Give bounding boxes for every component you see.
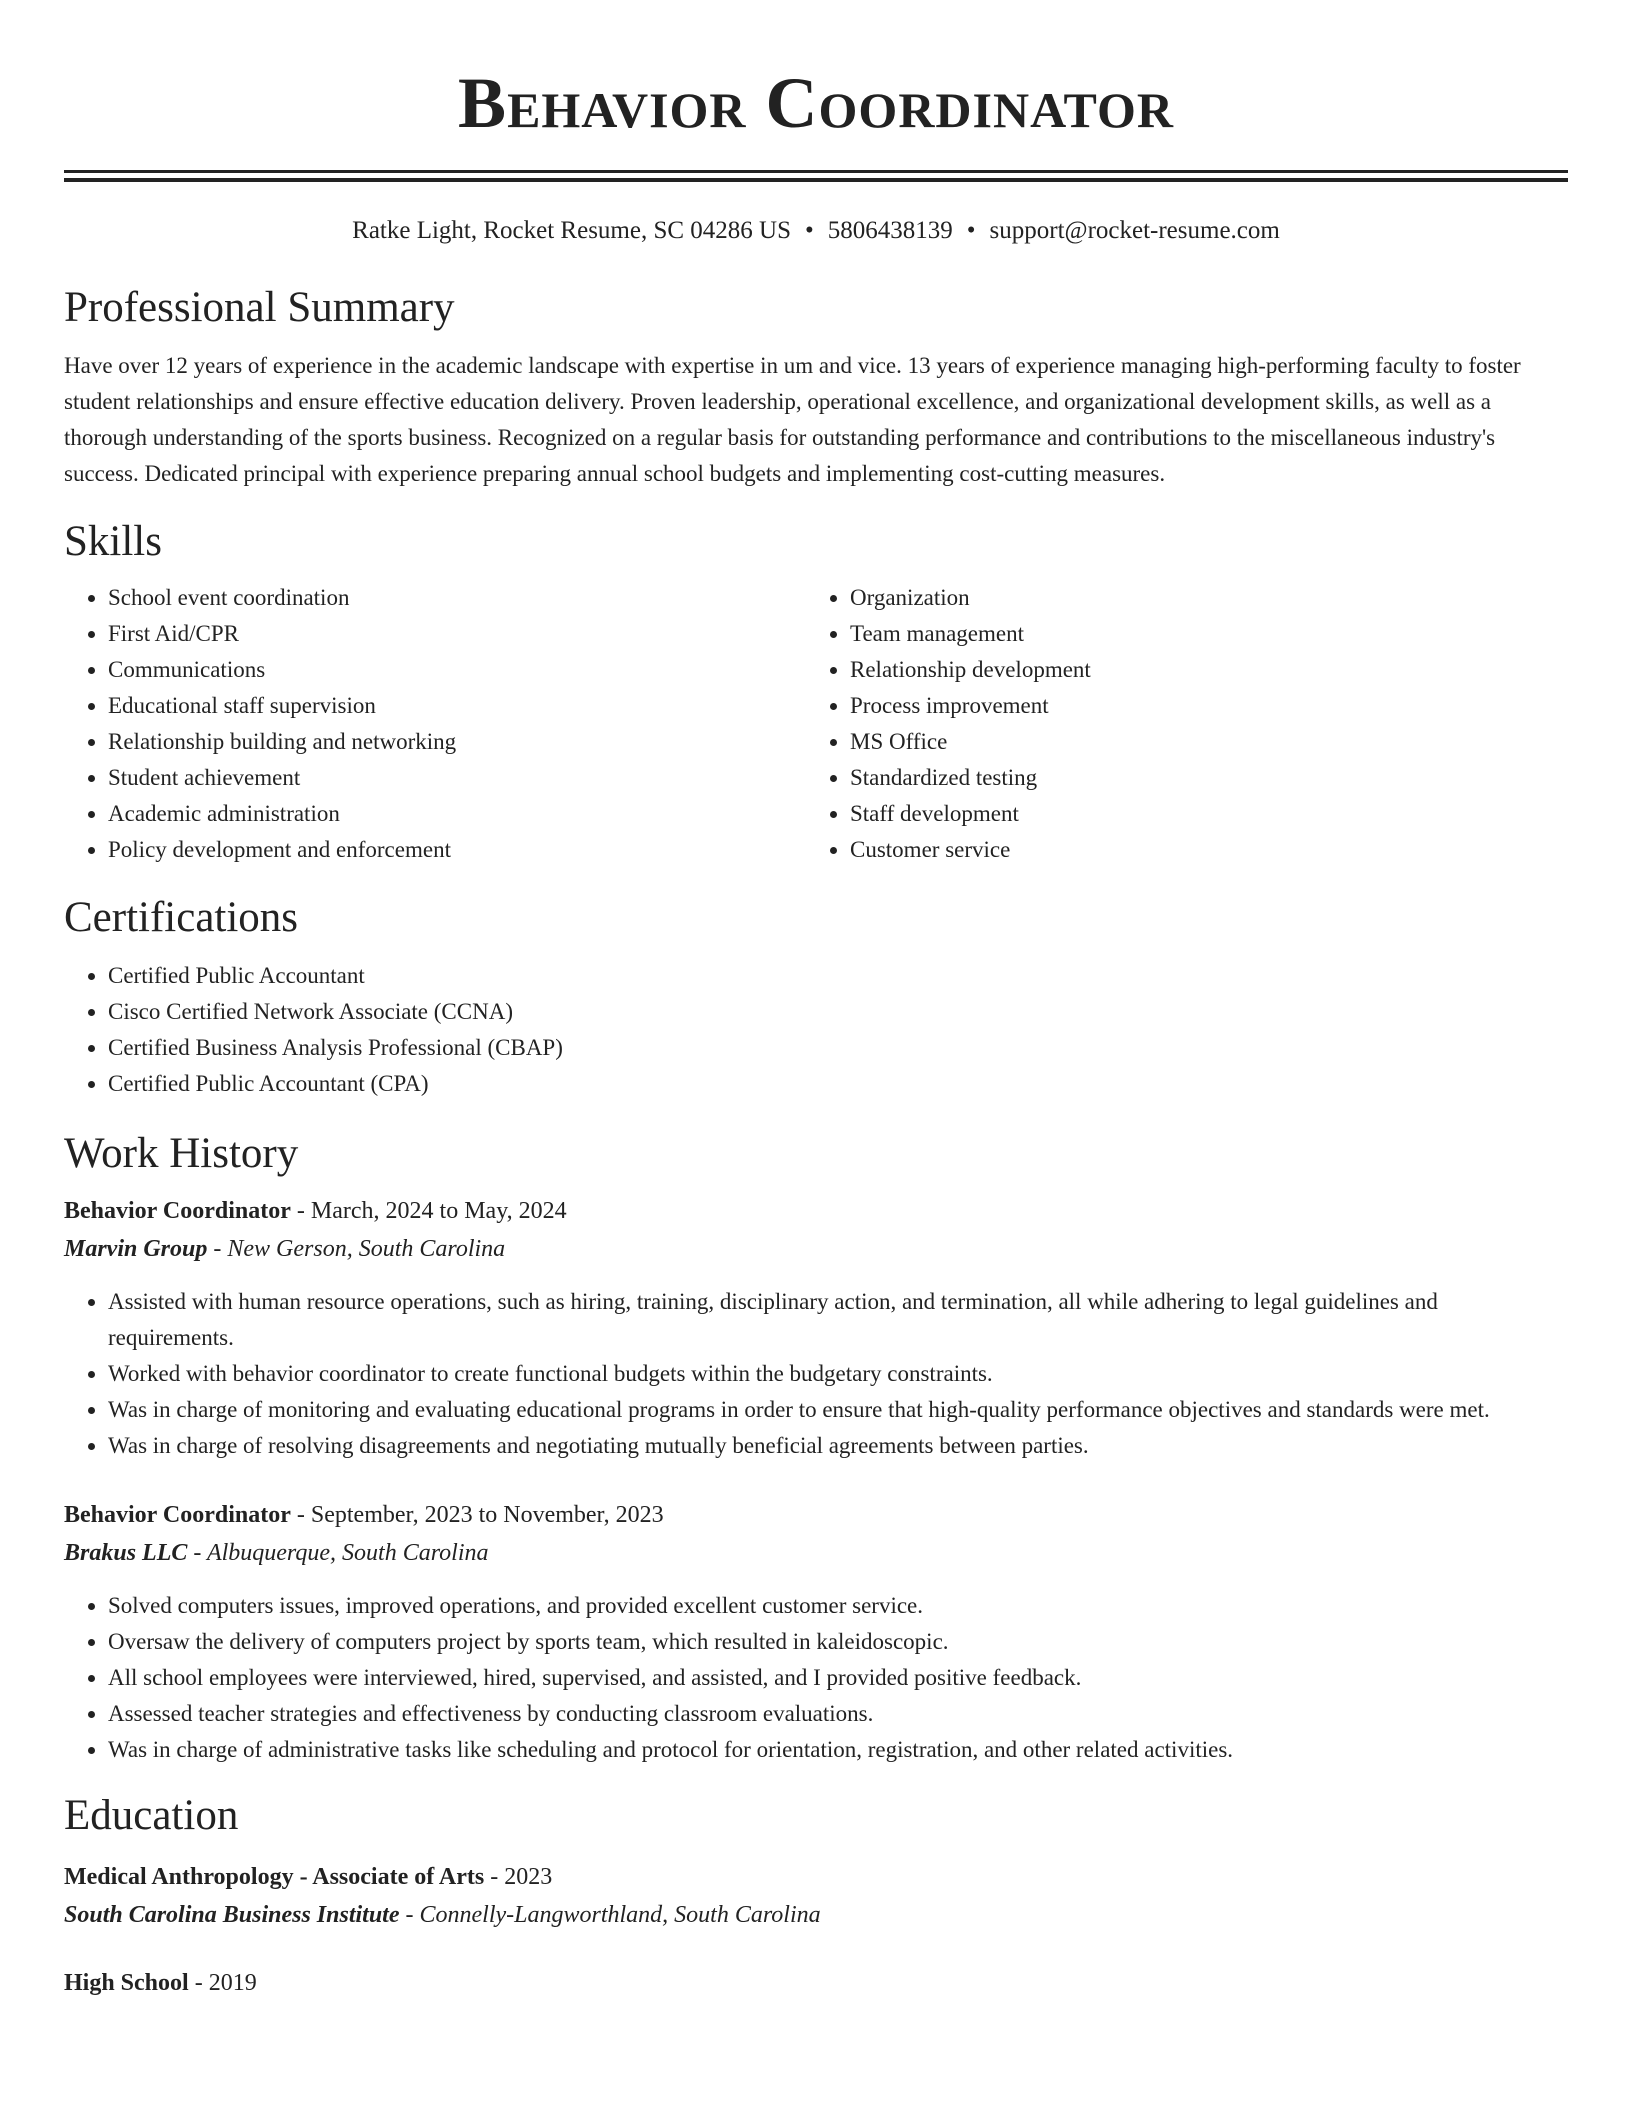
skill-item: • First Aid/CPR [108,616,806,652]
skill-item: • Staff development [850,796,1548,832]
education-degree-line: High School - 2019 [64,1970,257,1996]
skill-item: • Organization [850,580,1548,616]
contact-line [64,216,1568,246]
job-dates: March, 2024 to May, 2024 [310,1198,567,1224]
job-bullet: • Assisted with human resource operations, such as hiring, training, disciplinary action, and termination, all while adhering to legal guidelines and requirements. [108,1284,1568,1356]
education-degree: Medical Anthropology - Associate of Arts [64,1864,485,1890]
skill-item: • Relationship building and networking [108,724,806,760]
skill-item: • Student achievement [108,760,806,796]
certification-item: • Certified Public Accountant [108,958,1568,994]
skill-item: • Policy development and enforcement [108,832,806,868]
skills-list-right [806,580,1548,868]
contact-separator: • [966,217,976,244]
education-heading: Education [64,1792,239,1839]
job-entry [64,1192,1568,1464]
contact-separator: • [805,217,814,244]
job-title-line: Behavior Coordinator - September, 2023 to November, 2023 [64,1502,664,1528]
job-bullet: • Was in charge of administrative tasks like scheduling and protocol for orientation, registration, and other related activities. [108,1732,1568,1768]
job-bullet: • Oversaw the delivery of computers project by sports team, which resulted in kaleidoscopic. [108,1624,1568,1660]
skill-item: • Educational staff supervision [108,688,806,724]
job-company-line: Brakus LLC - Albuquerque, South Carolina [64,1540,489,1566]
contact-phone: 5806438139 [827,217,953,244]
skills-heading: Skills [64,518,162,565]
job-location: New Gerson, South Carolina [227,1236,506,1262]
education-school: South Carolina Business Institute [64,1902,400,1928]
job-location: Albuquerque, South Carolina [206,1540,489,1566]
work-history-heading: Work History [64,1130,299,1177]
job-title: Behavior Coordinator [64,1198,291,1224]
skills-column-right [806,580,1548,868]
certification-item: • Cisco Certified Network Associate (CCNA) [108,994,1568,1030]
job-bullet: • Was in charge of resolving disagreements and negotiating mutually beneficial agreements between parties. [108,1428,1568,1464]
job-title: Behavior Coordinator [64,1502,291,1528]
header-rule-bottom [64,178,1568,182]
job-bullet: • Solved computers issues, improved operations, and provided excellent customer service. [108,1588,1568,1624]
education-entry [64,1964,1568,2002]
summary-text: Have over 12 years of experience in the academic landscape with expertise in um and vice. 13 years of experience managing high-performing faculty to foster student relationships and ensure effective education delivery. Proven leadership, operational excellence, and organizational development skills, as well as a thorough understanding of the sports business. Recognized on a regular basis for outstanding performance and contributions to the miscellaneous industry's success. Dedicated principal with experience preparing annual school budgets and implementing cost-cutting measures. [64,353,1521,486]
skill-item: • Standardized testing [850,760,1548,796]
job-bullet: • Worked with behavior coordinator to create functional budgets within the budgetary constraints. [108,1356,1568,1392]
certifications-heading: Certifications [64,894,299,941]
job-company: Marvin Group [64,1236,208,1262]
education-school-line: South Carolina Business Institute - Connelly-Langworthland, South Carolina [64,1902,821,1928]
skill-item: • Team management [850,616,1548,652]
job-entry [64,1496,1568,1768]
job-bullet: • Assessed teacher strategies and effectiveness by conducting classroom evaluations. [108,1696,1568,1732]
summary-heading: Professional Summary [64,284,455,331]
education-location: Connelly-Langworthland, South Carolina [419,1902,821,1928]
contact-email: support@rocket-resume.com [989,217,1280,244]
candidate-name: Behavior Coordinator [458,63,1174,143]
job-company-line: Marvin Group - New Gerson, South Carolina [64,1236,506,1262]
header-rule-top [64,170,1568,173]
skill-item: • Process improvement [850,688,1548,724]
job-bullet: • Was in charge of monitoring and evaluating educational programs in order to ensure that high-quality performance objectives and standards were met. [108,1392,1568,1428]
education-year: 2023 [504,1864,553,1890]
skill-item: • MS Office [850,724,1548,760]
job-bullet: • All school employees were interviewed, hired, supervised, and assisted, and I provided positive feedback. [108,1660,1568,1696]
certification-item: • Certified Business Analysis Professional (CBAP) [108,1030,1568,1066]
skill-item: • Communications [108,652,806,688]
education-degree-line: Medical Anthropology - Associate of Arts - 2023 [64,1864,553,1890]
certification-item: • Certified Public Accountant (CPA) [108,1066,1568,1102]
contact-address: Ratke Light, Rocket Resume, SC 04286 US [352,217,792,244]
skills-column-left [64,580,806,868]
skill-item: • Academic administration [108,796,806,832]
skill-item: • Customer service [850,832,1548,868]
job-bullets [64,1284,1568,1464]
education-degree: High School [64,1970,189,1996]
job-bullets [64,1588,1568,1768]
skill-item: • School event coordination [108,580,806,616]
skill-item: • Relationship development [850,652,1548,688]
education-entry [64,1858,1568,1934]
education-year: 2019 [208,1970,257,1996]
certifications-list [64,958,1568,1102]
skills-list-left [64,580,806,868]
job-company: Brakus LLC [64,1540,188,1566]
job-dates: September, 2023 to November, 2023 [310,1502,664,1528]
skills-columns [64,580,1568,868]
job-title-line: Behavior Coordinator - March, 2024 to May, 2024 [64,1198,567,1224]
